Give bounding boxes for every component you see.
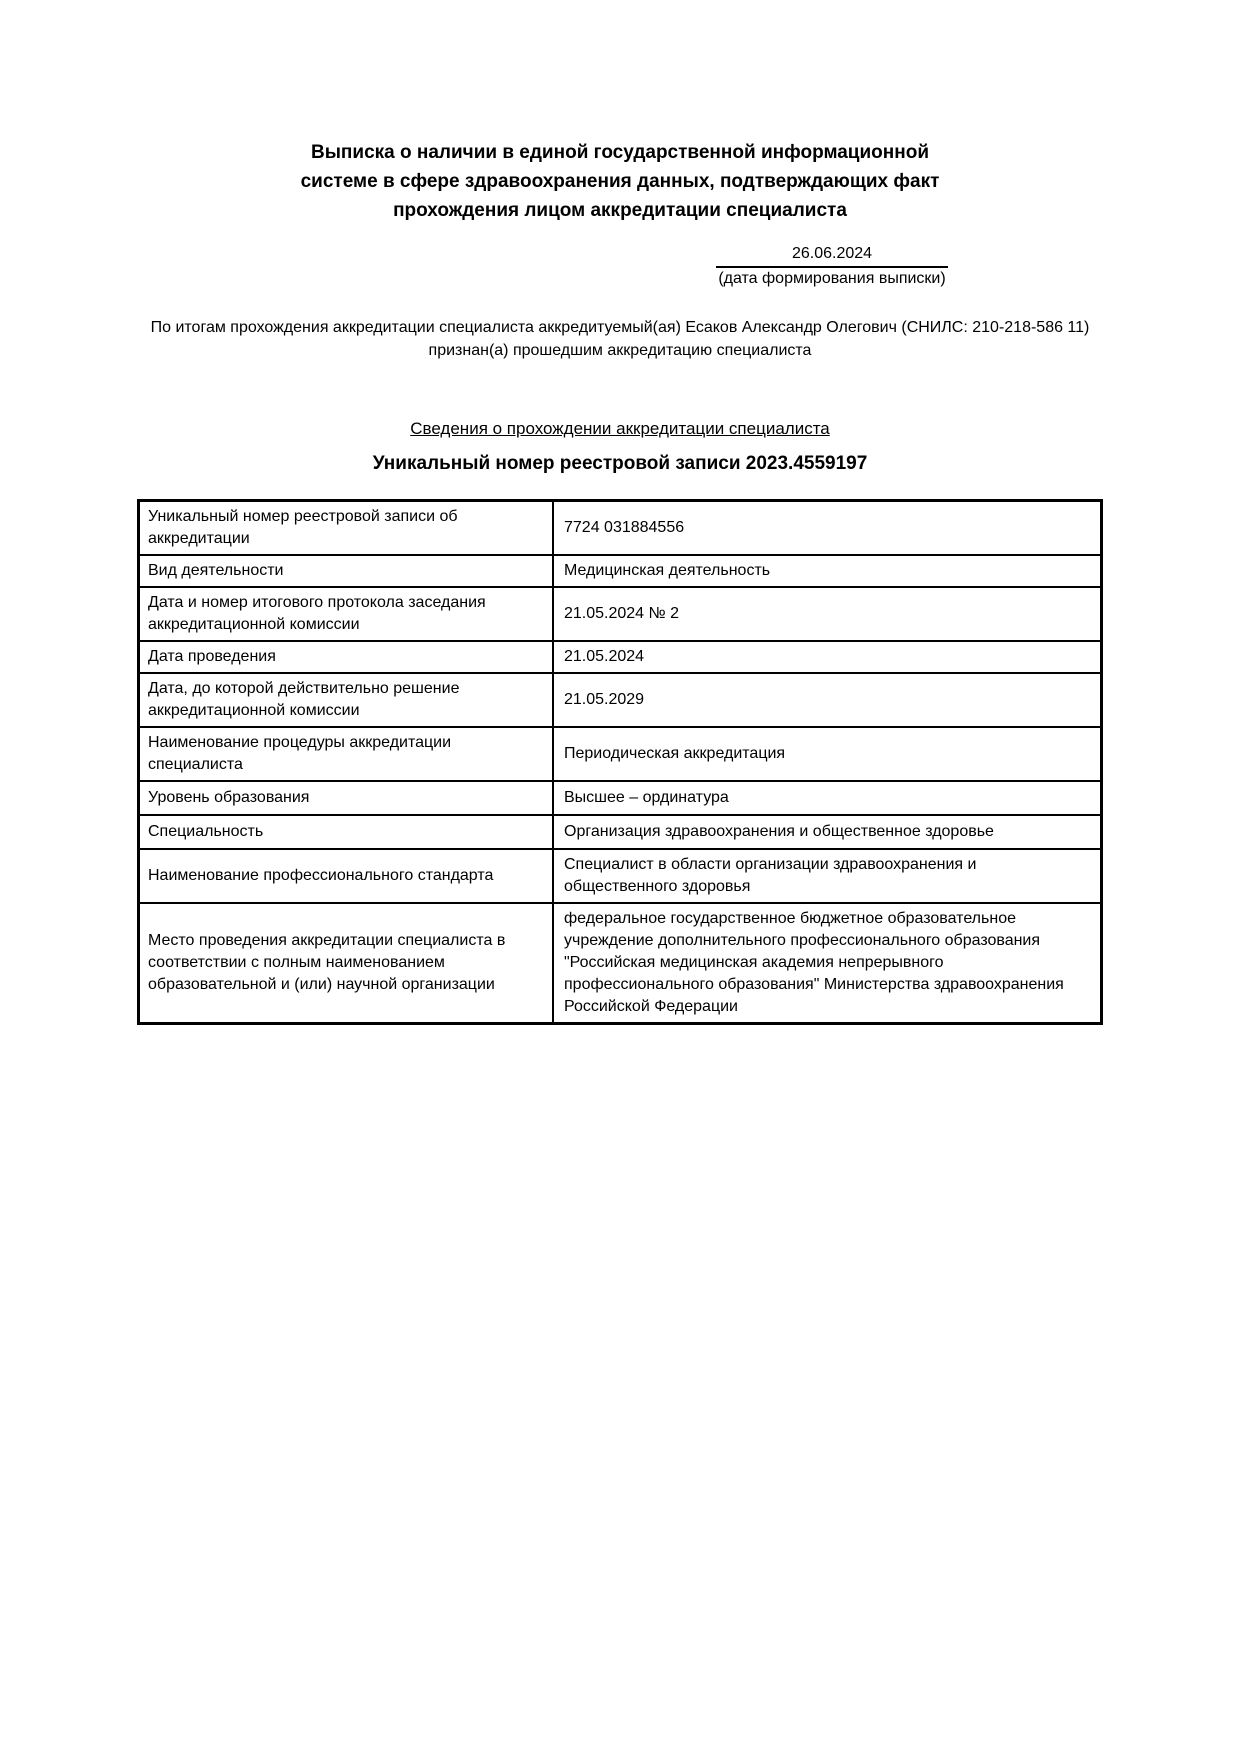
table-row: [139, 849, 1102, 903]
formation-date-block: [716, 245, 948, 288]
registry-record-heading: Уникальный номер реестровой записи 2023.4559197: [372, 453, 868, 474]
document-title: [137, 138, 1103, 225]
row-value: Медицинская деятельность: [553, 555, 1102, 587]
table-row: [139, 587, 1102, 641]
title-line-2: системе в сфере здравоохранения данных, подтверждающих факт: [300, 171, 940, 192]
accreditation-table-body: [139, 501, 1102, 1024]
table-row: [139, 815, 1102, 849]
row-label: Наименование профессионального стандарта: [139, 849, 554, 903]
row-value: Специалист в области организации здравоохранения и общественного здоровья: [553, 849, 1102, 903]
row-value: 21.05.2024 № 2: [553, 587, 1102, 641]
table-row: [139, 641, 1102, 673]
table-row: [139, 501, 1102, 556]
row-label: Уровень образования: [139, 781, 554, 815]
table-row: [139, 903, 1102, 1024]
intro-line-2: признан(а) прошедшим аккредитацию специалиста: [428, 342, 812, 359]
row-value: Высшее – ординатура: [553, 781, 1102, 815]
table-row: [139, 727, 1102, 781]
row-label: Место проведения аккредитации специалиста в соответствии с полным наименованием образовательной и (или) научной организации: [139, 903, 554, 1024]
row-value: 21.05.2029: [553, 673, 1102, 727]
title-line-1: Выписка о наличии в единой государственной информационной: [310, 142, 930, 163]
table-row: [139, 673, 1102, 727]
row-label: Наименование процедуры аккредитации специалиста: [139, 727, 554, 781]
row-label: Дата и номер итогового протокола заседания аккредитационной комиссии: [139, 587, 554, 641]
table-row: [139, 781, 1102, 815]
row-value: 21.05.2024: [553, 641, 1102, 673]
row-label: Дата проведения: [139, 641, 554, 673]
row-value: федеральное государственное бюджетное образовательное учреждение дополнительного профессионального образования "Российская медицинская академия непрерывного профессионального образования" Министерства здравоохранения Российской Федерации: [553, 903, 1102, 1024]
intro-line-1: По итогам прохождения аккредитации специалиста аккредитуемый(ая) Есаков Александр Олегович (СНИЛС: 210-218-586 11): [150, 319, 1090, 336]
accreditation-table: [137, 499, 1103, 1025]
row-label: Специальность: [139, 815, 554, 849]
formation-date-value: 26.06.2024: [716, 245, 948, 268]
document-page: [137, 0, 1103, 1025]
intro-paragraph: [137, 316, 1103, 362]
table-row: [139, 555, 1102, 587]
row-value: Организация здравоохранения и общественное здоровье: [553, 815, 1102, 849]
title-line-3: прохождения лицом аккредитации специалиста: [393, 200, 847, 221]
row-label: Дата, до которой действительно решение аккредитационной комиссии: [139, 673, 554, 727]
row-value: 7724 031884556: [553, 501, 1102, 556]
section-heading: Сведения о прохождении аккредитации специалиста: [410, 419, 830, 438]
formation-date-caption: (дата формирования выписки): [718, 270, 946, 287]
row-label: Уникальный номер реестровой записи об аккредитации: [139, 501, 554, 556]
row-label: Вид деятельности: [139, 555, 554, 587]
row-value: Периодическая аккредитация: [553, 727, 1102, 781]
